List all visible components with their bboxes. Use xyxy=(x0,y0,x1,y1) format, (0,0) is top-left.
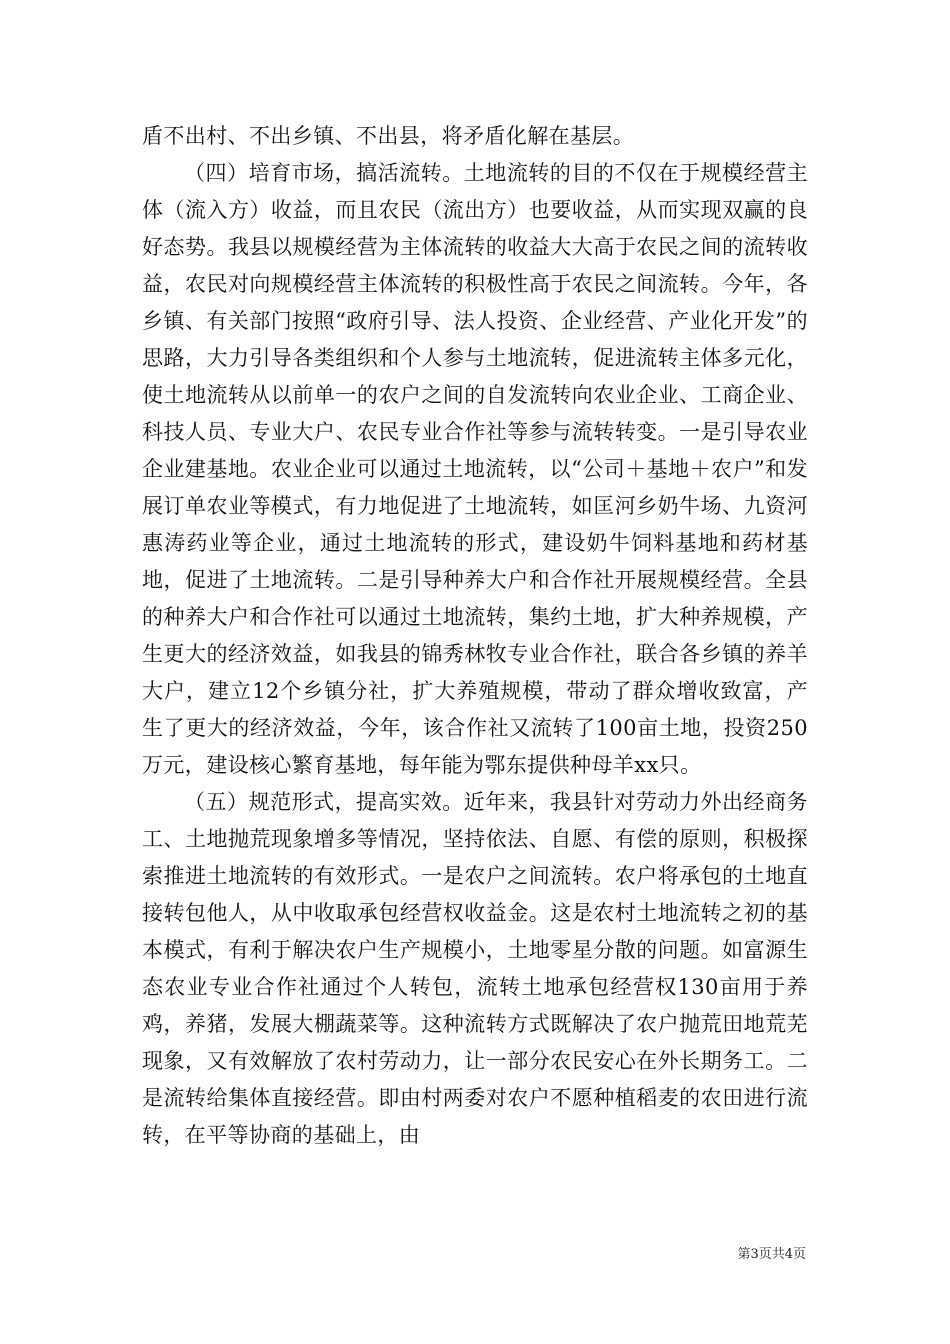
page-number-footer: 第3页共4页 xyxy=(737,1247,806,1262)
paragraph-continuation: 盾不出村、不出乡镇、不出县，将矛盾化解在基层。 xyxy=(142,124,635,148)
document-body xyxy=(142,118,808,1154)
paragraph-section-five: （五）规范形式，提高实效。近年来，我县针对劳动力外出经商务工、土地抛荒现象增多等情况，坚持依法、自愿、有偿的原则，积极探索推进土地流转的有效形式。一是农户之间流转。农户将承包的土地直接转包他人，从中收取承包经营权收益金。这是农村土地流转之初的基本模式，有利于解决农户生产规模小，土地零星分散的问题。如富源生态农业专业合作社通过个人转包，流转土地承包经营权130亩用于养鸡，养猪，发展大棚蔬菜等。这种流转方式既解决了农户抛荒田地荒芜现象，又有效解放了农村劳动力，让一部分农民安心在外长期务工。二是流转给集体直接经营。即由村两委对农户不愿种植稻麦的农田进行流转，在平等协商的基础上，由 xyxy=(142,790,808,1147)
paragraph-section-four: （四）培育市场，搞活流转。土地流转的目的不仅在于规模经营主体（流入方）收益，而且农民（流出方）也要收益，从而实现双赢的良好态势。我县以规模经营为主体流转的收益大大高于农民之间的流转收益，农民对向规模经营主体流转的积极性高于农民之间流转。今年，各乡镇、有关部门按照“政府引导、法人投资、企业经营、产业化开发”的思路，大力引导各类组织和个人参与土地流转，促进流转主体多元化，使土地流转从以前单一的农户之间的自发流转向农业企业、工商企业、科技人员、专业大户、农民专业合作社等参与流转转变。一是引导农业企业建基地。农业企业可以通过土地流转，以“公司＋基地＋农户”和发展订单农业等模式，有力地促进了土地流转，如匡河乡奶牛场、九资河惠涛药业等企业，通过土地流转的形式，建设奶牛饲料基地和药材基地，促进了土地流转。二是引导种养大户和合作社开展规模经营。全县的种养大户和合作社可以通过土地流转，集约土地，扩大种养规模，产生更大的经济效益，如我县的锦秀林牧专业合作社，联合各乡镇的养羊大户，建立12个乡镇分社，扩大养殖规模，带动了群众增收致富，产生了更大的经济效益，今年，该合作社又流转了100亩土地，投资250万元，建设核心繁育基地，每年能为鄂东提供种母羊xx只。 xyxy=(142,161,808,777)
